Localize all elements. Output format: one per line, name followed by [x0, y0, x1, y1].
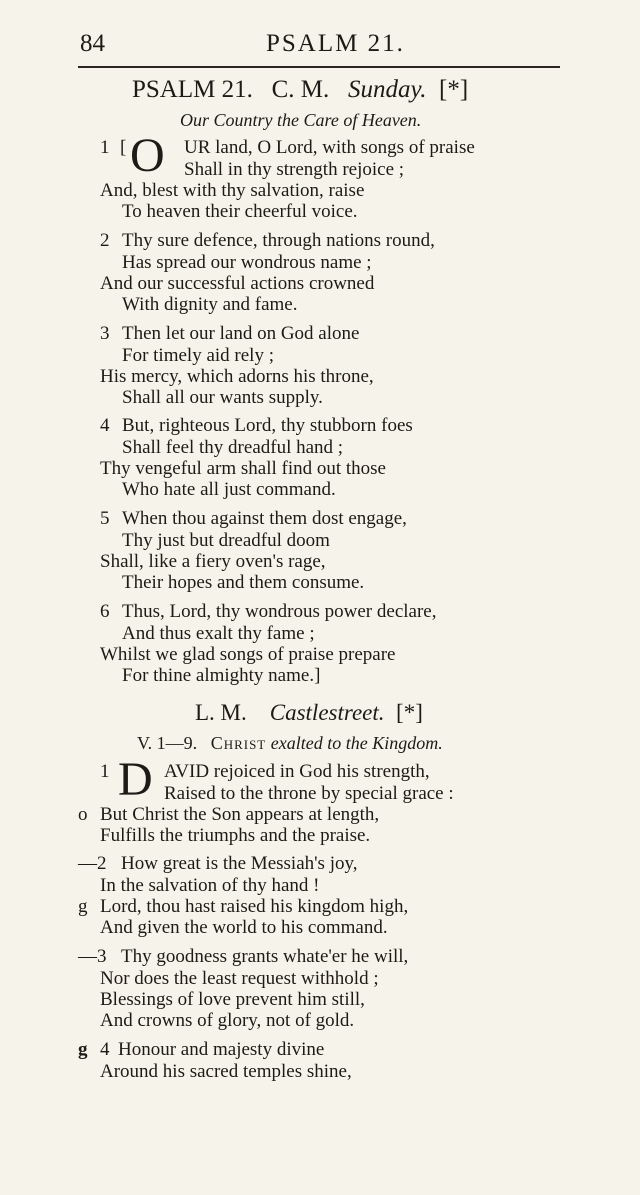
- verse-line: Shall, like a fiery oven's rage,: [100, 551, 326, 572]
- stanza-number: 1: [100, 761, 110, 782]
- verse-line: Shall feel thy dreadful hand ;: [122, 437, 344, 458]
- verse-line: Whilst we glad songs of praise prepare: [100, 644, 396, 665]
- verse-line: And crowns of glory, not of gold.: [100, 1010, 355, 1031]
- psalm-marker: [*]: [439, 76, 469, 103]
- subtitle-text: exalted to the Kingdom.: [270, 733, 443, 753]
- verse-line: Fulfills the triumphs and the praise.: [100, 825, 371, 846]
- stanza-number: 4: [100, 415, 110, 436]
- verse-line: Thus, Lord, thy wondrous power declare,: [122, 601, 437, 622]
- running-title: PSALM 21.: [266, 30, 405, 57]
- psalm-occasion: Sunday.: [348, 76, 427, 103]
- verse-line: Shall in thy strength rejoice ;: [184, 159, 405, 180]
- verse-line: His mercy, which adorns his throne,: [100, 366, 374, 387]
- drop-cap: D: [118, 753, 153, 806]
- stanza-number: —3: [78, 946, 107, 967]
- tune-meter: L. M.: [195, 700, 247, 725]
- dynamics-mark: o: [78, 804, 88, 825]
- verse-line: UR land, O Lord, with songs of praise: [184, 137, 475, 158]
- verse-line: AVID rejoiced in God his strength,: [164, 761, 430, 782]
- verse-line: Blessings of love prevent him still,: [100, 989, 365, 1010]
- verse-line: For thine almighty name.]: [122, 665, 321, 686]
- verse-line: Around his sacred temples shine,: [100, 1061, 352, 1082]
- verse-line: And, blest with thy salvation, raise: [100, 180, 365, 201]
- verse-line: Who hate all just command.: [122, 479, 336, 500]
- verse-line: When thou against them dost engage,: [122, 508, 407, 529]
- stanza-number: 1: [100, 137, 110, 158]
- stanza-number: 4: [100, 1039, 110, 1060]
- verse-line: Has spread our wondrous name ;: [122, 252, 372, 273]
- verse-line: Shall all our wants supply.: [122, 387, 323, 408]
- stanza-number: 5: [100, 508, 110, 529]
- verse-line: Thy just but dreadful doom: [122, 530, 330, 551]
- stanza-number: 2: [100, 230, 110, 251]
- verse-line: Nor does the least request withhold ;: [100, 968, 379, 989]
- verse-line: Then let our land on God alone: [122, 323, 360, 344]
- verse-line: With dignity and fame.: [122, 294, 298, 315]
- stanza-number: 3: [100, 323, 110, 344]
- stanza-number: 6: [100, 601, 110, 622]
- verse-line: Their hopes and them consume.: [122, 572, 365, 593]
- verse-line: For timely aid rely ;: [122, 345, 274, 366]
- tune-heading: [195, 700, 423, 726]
- dynamics-mark: g: [78, 896, 88, 917]
- verse-line: And given the world to his command.: [100, 917, 388, 938]
- verse-line: To heaven their cheerful voice.: [122, 201, 358, 222]
- verse-line: But, righteous Lord, thy stubborn foes: [122, 415, 413, 436]
- tune-marker: [*]: [396, 700, 423, 725]
- stanza-number: —2: [78, 853, 107, 874]
- dynamics-mark: g: [78, 1039, 88, 1060]
- verse-line: Honour and majesty divine: [118, 1039, 325, 1060]
- verse-line: Lord, thou hast raised his kingdom high,: [100, 896, 409, 917]
- tune-name: Castlestreet.: [269, 700, 385, 725]
- verse-line: Thy sure defence, through nations round,: [122, 230, 435, 251]
- verse-line: In the salvation of thy hand !: [100, 875, 320, 896]
- verse-line: How great is the Messiah's joy,: [121, 853, 358, 874]
- verse-line: Thy goodness grants whate'er he will,: [121, 946, 409, 967]
- tune-subtitle: [137, 733, 443, 754]
- psalm-heading: [132, 76, 468, 104]
- header-rule: [78, 66, 560, 68]
- page-number: 84: [80, 30, 105, 57]
- verse-line: But Christ the Son appears at length,: [100, 804, 380, 825]
- drop-cap: O: [130, 129, 165, 182]
- psalm-meter: C. M.: [271, 76, 330, 103]
- psalm-subtitle: Our Country the Care of Heaven.: [180, 110, 422, 130]
- verse-line: Raised to the throne by special grace :: [164, 783, 454, 804]
- verse-line: And our successful actions crowned: [100, 273, 375, 294]
- verse-line: And thus exalt thy fame ;: [122, 623, 315, 644]
- subtitle-christ: Christ: [210, 733, 267, 753]
- bracket-open: [: [120, 137, 127, 158]
- psalm-title: PSALM 21.: [132, 76, 253, 103]
- verse-range: V. 1—9.: [137, 733, 198, 753]
- running-head: [80, 30, 560, 64]
- verse-line: Thy vengeful arm shall find out those: [100, 458, 386, 479]
